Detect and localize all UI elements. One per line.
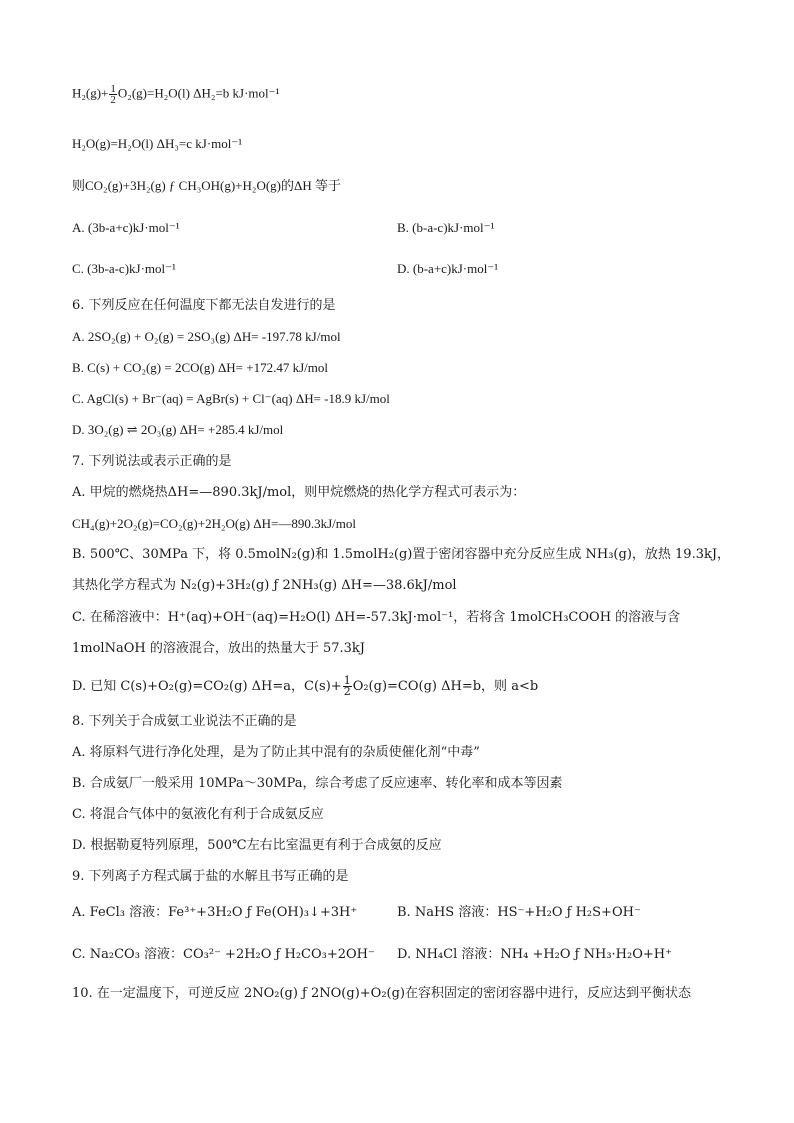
- q7-option-b-line2: 其热化学方程式为 N₂(g)+3H₂(g) ƒ 2NH₃(g) ΔH=—38.6kJ/mol: [72, 578, 457, 593]
- equation-h2o-condense: H₂O(g)=H₂O(l) ΔH₃=c kJ·mol⁻¹: [72, 136, 243, 151]
- q6-stem: 6. 下列反应在任何温度下都无法自发进行的是: [72, 298, 336, 313]
- equation-h2-part1: H₂(g)+: [72, 85, 109, 101]
- q7-option-a-line1: A. 甲烷的燃烧热ΔH=—890.3kJ/mol，则甲烷燃烧的热化学方程式可表示为：: [72, 485, 526, 500]
- fraction-denominator: 2: [110, 94, 116, 106]
- equation-h2-combustion: [72, 84, 279, 105]
- q7-option-a-line2: CH₄(g)+2O₂(g)=CO₂(g)+2H₂O(g) ΔH=—890.3kJ/mol: [72, 516, 357, 531]
- q6-option-d: D. 3O₂(g) ⇌ 2O₃(g) ΔH= +285.4 kJ/mol: [72, 422, 284, 437]
- q5-option-c: C. (3b-a-c)kJ·mol⁻¹: [72, 261, 176, 276]
- q7-option-c-line1: C. 在稀溶液中：H⁺(aq)+OH⁻(aq)=H₂O(l) ΔH=-57.3kJ·mol⁻¹，若将含 1molCH₃COOH 的溶液与含: [72, 610, 681, 625]
- fraction-half: [343, 676, 352, 697]
- q7-option-c-line2: 1molNaOH 的溶液混合，放出的热量大于 57.3kJ: [72, 641, 366, 656]
- q7-option-d-part1: D. 已知 C(s)+O₂(g)=CO₂(g) ΔH=a，C(s)+: [72, 679, 342, 694]
- q7-option-d-part2: O₂(g)=CO(g) ΔH=b，则 a<b: [352, 679, 539, 694]
- q9-option-d: D. NH₄Cl 溶液：NH₄ +H₂O ƒ NH₃·H₂O+H⁺: [397, 947, 672, 962]
- q7-stem: 7. 下列说法或表示正确的是: [72, 454, 232, 469]
- q8-option-a: A. 将原料气进行净化处理，是为了防止其中混有的杂质使催化剂“中毒”: [72, 745, 480, 760]
- q9-stem: 9. 下列离子方程式属于盐的水解且书写正确的是: [72, 869, 349, 884]
- fraction-half: [109, 84, 117, 105]
- q6-option-c: C. AgCl(s) + Br⁻(aq) = AgBr(s) + Cl⁻(aq) ΔH= -18.9 kJ/mol: [72, 391, 390, 406]
- q7-option-b-line1: B. 500℃、30MPa 下，将 0.5molN₂(g)和 1.5molH₂(g)置于密闭容器中充分反应生成 NH₃(g)，放热 19.3kJ，: [72, 547, 731, 562]
- q8-stem: 8. 下列关于合成氨工业说法不正确的是: [72, 714, 297, 729]
- q9-option-b: B. NaHS 溶液：HS⁻+H₂O ƒ H₂S+OH⁻: [397, 905, 641, 920]
- q8-option-d: D. 根据勒夏特列原理，500℃左右比室温更有利于合成氨的反应: [72, 838, 442, 853]
- q5-option-b: B. (b-a-c)kJ·mol⁻¹: [397, 220, 495, 235]
- question-ask: 则CO₂(g)+3H₂(g) ƒ CH₃OH(g)+H₂O(g)的ΔH 等于: [72, 178, 341, 193]
- fraction-denominator: 2: [343, 685, 351, 698]
- q6-option-b: B. C(s) + CO₂(g) = 2CO(g) ΔH= +172.47 kJ/mol: [72, 360, 328, 375]
- equation-h2-part2: O₂(g)=H₂O(l) ΔH₂=b kJ·mol⁻¹: [117, 85, 280, 101]
- fraction-numerator: 1: [110, 83, 116, 95]
- q6-option-a: A. 2SO₂(g) + O₂(g) = 2SO₃(g) ΔH= -197.78 kJ/mol: [72, 329, 341, 344]
- q9-option-c: C. Na₂CO₃ 溶液：CO₃²⁻ +2H₂O ƒ H₂CO₃+2OH⁻: [72, 947, 375, 962]
- q7-option-d: [72, 676, 538, 697]
- q8-option-b: B. 合成氨厂一般采用 10MPa～30MPa，综合考虑了反应速率、转化率和成本等因素: [72, 776, 563, 791]
- q5-option-a: A. (3b-a+c)kJ·mol⁻¹: [72, 220, 180, 235]
- q8-option-c: C. 将混合气体中的氨液化有利于合成氨反应: [72, 807, 324, 822]
- q5-option-d: D. (b-a+c)kJ·mol⁻¹: [397, 261, 499, 276]
- q10-stem: 10. 在一定温度下，可逆反应 2NO₂(g) ƒ 2NO(g)+O₂(g)在容积固定的密闭容器中进行，反应达到平衡状态: [72, 986, 691, 1001]
- q9-option-a: A. FeCl₃ 溶液：Fe³⁺+3H₂O ƒ Fe(OH)₃↓+3H⁺: [72, 905, 358, 920]
- fraction-numerator: 1: [343, 674, 351, 687]
